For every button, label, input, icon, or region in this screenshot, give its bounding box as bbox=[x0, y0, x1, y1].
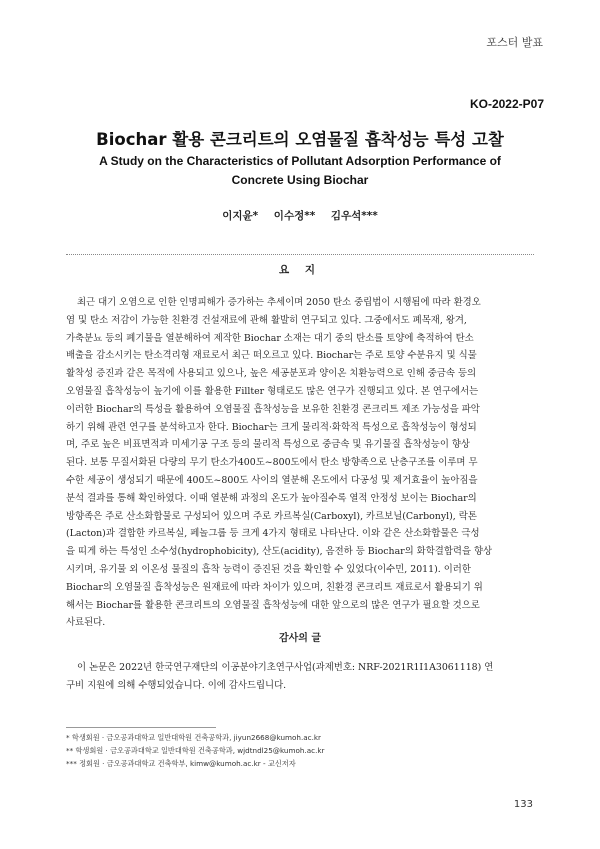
abstract-line: Biochar의 오염물질 흡착성능은 원재료에 따라 차이가 있으며, 친환경 콘크리트 재료로서 활용되기 위 bbox=[66, 581, 483, 593]
abstract-line: 해서는 Biochar를 활용한 콘크리트의 오염물질 흡착성능에 대한 앞으로의 많은 연구가 필요할 것으로 bbox=[66, 599, 480, 611]
abstract-line: 활착성 증진과 같은 목적에 사용되고 있으나, 높은 세공분포과 양이온 치환능력으로 인해 중금속 등의 bbox=[66, 368, 477, 380]
divider bbox=[66, 254, 534, 255]
abstract-line: 하기 위해 관련 연구를 분석하고자 한다. Biochar는 크게 물리적·화학적 특성으로 흡착성능이 형성되 bbox=[66, 421, 477, 433]
footnote-rule bbox=[66, 727, 216, 728]
author: 김우석*** bbox=[330, 210, 378, 222]
abstract-body bbox=[66, 294, 534, 632]
acknowledgement-line: 구비 지원에 의해 수행되었습니다. 이에 감사드립니다. bbox=[66, 680, 287, 691]
footnote: * 학생회원 · 금오공과대학교 일반대학원 건축공학과, jiyun2668@kumoh.ac.kr bbox=[66, 733, 322, 742]
section-label: 포스터 발표 bbox=[486, 36, 543, 49]
abstract-line: 염 및 탄소 저감이 가능한 친환경 건설재료에 관해 활발히 연구되고 있다. 그중에서도 폐목재, 왕겨, bbox=[66, 314, 467, 326]
footnote: ** 학생회원 · 금오공과대학교 일반대학원 건축공학과, wjdtndl25@kumoh.ac.kr bbox=[66, 746, 325, 755]
title-english-line: A Study on the Characteristics of Pollutant Adsorption Performance of bbox=[99, 154, 501, 168]
abstract-line: 배출을 감소시키는 탄소격리형 재료로서 최근 떠오르고 있다. Biochar는 주로 토양 수분유지 및 식물 bbox=[66, 350, 477, 362]
abstract-line: 이러한 Biochar의 특성을 활용하여 오염물질 흡착성능을 보유한 친환경 콘크리트 제조 가능성을 파악 bbox=[66, 403, 480, 415]
abstract-line: 분석 결과를 통해 확인하였다. 이때 열분해 과정의 온도가 높아질수록 열적 안정성 보이는 Biochar의 bbox=[66, 492, 477, 504]
footnote: *** 정회원 · 금오공과대학교 건축학부, kimw@kumoh.ac.kr - 교신저자 bbox=[66, 759, 296, 768]
abstract-line: 가축분뇨 등의 폐기물을 열분해하여 제작한 Biochar 소재는 대기 중의 탄소를 토양에 축적하여 탄소 bbox=[66, 332, 474, 344]
footnotes bbox=[66, 731, 324, 770]
acknowledgement-body bbox=[66, 659, 534, 695]
title-english bbox=[0, 152, 600, 190]
title-korean: Biochar 활용 콘크리트의 오염물질 흡착성능 특성 고찰 bbox=[96, 130, 504, 149]
acknowledgement-heading: 감사의 글 bbox=[278, 633, 322, 644]
author: 이지윤* bbox=[222, 210, 259, 222]
abstract-line: 을 띠게 하는 특성인 소수성(hydrophobicity), 산도(acidity), 음전하 등 Biochar의 화학결합력을 향상 bbox=[66, 546, 493, 558]
abstract-line: (Lacton)과 결합한 카르복실, 페놀그룹 등 크게 4가지 형태로 나타난다. 이와 같은 산소화합물은 극성 bbox=[66, 528, 480, 540]
abstract-line: 시키며, 유기물 외 이온성 물질의 흡착 능력이 증진된 것을 확인할 수 있었다(이수민, 2011). 이러한 bbox=[66, 563, 471, 575]
abstract-line: 수한 세공이 생성되기 때문에 400도~800도 사이의 열분해 온도에서 다공성 및 제거효율이 높아짐을 bbox=[66, 474, 478, 486]
paper-code: KO-2022-P07 bbox=[469, 97, 544, 111]
page-number: 133 bbox=[513, 799, 533, 810]
abstract-line: 된다. 보통 무질서화된 다량의 무기 탄소가400도~800도에서 탄소 방향족으로 난층구조를 이루며 무 bbox=[66, 457, 478, 469]
abstract-line: 오염물질 흡착성능이 높기에 이를 활용한 Fillter 형태로도 많은 연구가 진행되고 있다. 본 연구에서는 bbox=[66, 385, 479, 397]
abstract-heading: 요 지 bbox=[279, 264, 321, 276]
abstract-line: 방향족은 주로 산소화합물로 구성되어 있으며 주로 카르복실(Carboxyl), 카르보닐(Carbonyl), 락톤 bbox=[66, 510, 477, 522]
acknowledgement-line: 이 논문은 2022년 한국연구재단의 이공분야기초연구사업(과제번호: NRF-2021R1I1A3061118) 연 bbox=[77, 662, 494, 673]
abstract-line: 최근 대기 오염으로 인한 인명피해가 증가하는 추세이며 2050 탄소 중립법이 시행됨에 따라 환경오 bbox=[77, 297, 481, 308]
author-list bbox=[0, 208, 600, 223]
title-english-line: Concrete Using Biochar bbox=[231, 173, 369, 187]
abstract-line: 며, 주로 높은 비표면적과 미세기공 구조 등의 물리적 특성으로 중금속 및 유기물질 흡착성능이 향상 bbox=[66, 439, 470, 451]
abstract-line: 사료된다. bbox=[66, 617, 106, 629]
author: 이수정** bbox=[273, 210, 316, 222]
